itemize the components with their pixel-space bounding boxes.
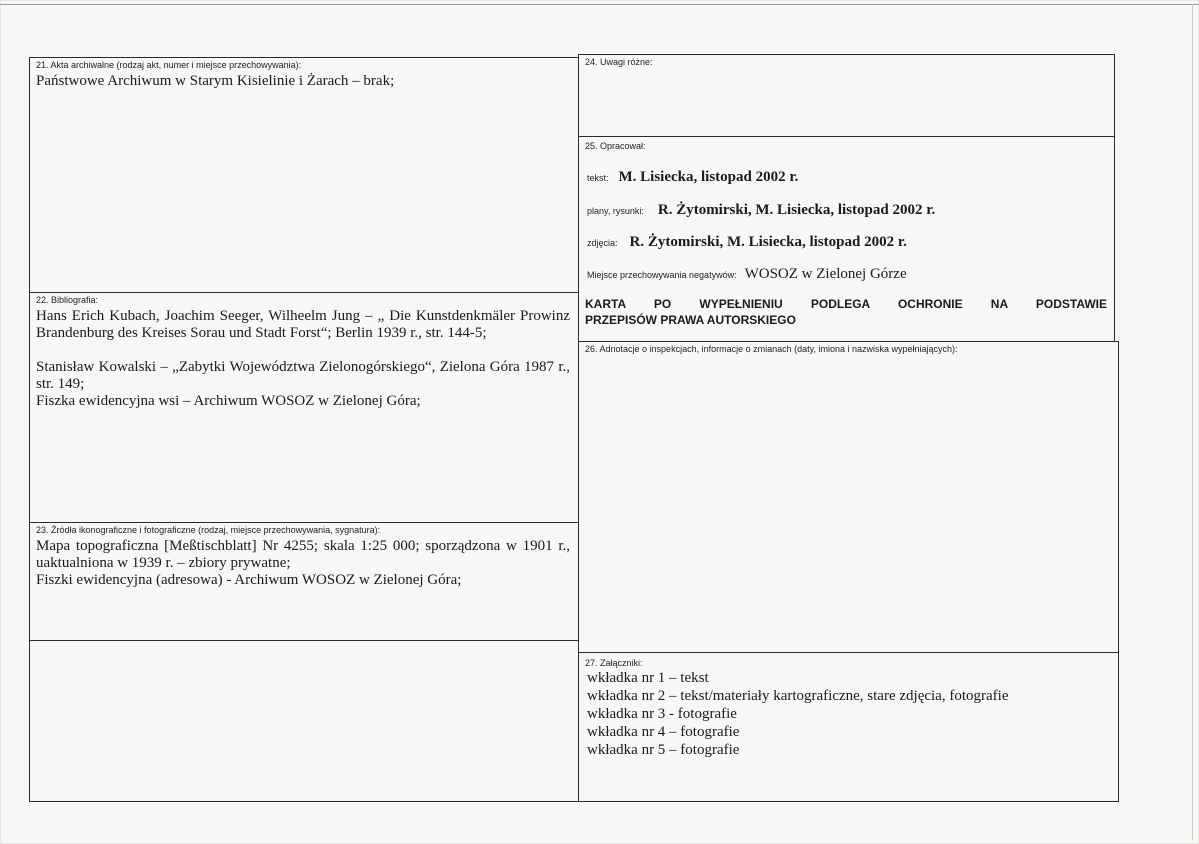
iconographic-entry-2: Fiszki ewidencyjna (adresowa) - Archiwum WOSOZ w Zielonej Góra;	[36, 572, 462, 588]
copyright-notice-line-1: KARTA PO WYPEŁNIENIU PODLEGA OCHRONIE NA PODSTAWIE	[585, 297, 1107, 311]
attachment-item: wkładka nr 2 – tekst/materiały kartograficzne, stare zdjęcia, fotografie	[587, 688, 1009, 704]
prepared-text-row	[587, 168, 1106, 186]
prepared-plans-row	[587, 201, 1106, 219]
section-23-iconographic-sources	[29, 522, 579, 802]
scan-top-edge	[0, 4, 1199, 5]
section-22-label: 22. Bibliografia:	[36, 295, 99, 305]
section-21-text: Państwowe Archiwum w Starym Kisielinie i Żarach – brak;	[36, 73, 395, 89]
prepared-plans-value: R. Żytomirski, M. Lisiecka, listopad 2002 r.	[657, 202, 936, 218]
negatives-location-row	[587, 265, 1106, 283]
section-27-attachments	[578, 652, 1119, 802]
prepared-text-value: M. Lisiecka, listopad 2002 r.	[618, 169, 799, 185]
scan-right-edge	[1192, 4, 1193, 840]
section-23-divider	[29, 640, 579, 641]
section-22-bibliography	[29, 292, 579, 523]
section-21-label: 21. Akta archiwalne (rodzaj akt, numer i miejsce przechowywania):	[36, 60, 302, 70]
bibliography-entry-3: Fiszka ewidencyjna wsi – Archiwum WOSOZ w Zielonej Góra;	[36, 393, 421, 409]
iconographic-entry-1: Mapa topograficzna [Meßtischblatt] Nr 4255; skala 1:25 000; sporządzona w 1901 r., uaktualniona w 1939 r. – zbiory prywatne;	[36, 538, 570, 571]
prepared-photos-row	[587, 233, 1106, 251]
prepared-photos-value: R. Żytomirski, M. Lisiecka, listopad 2002 r.	[629, 234, 907, 250]
section-24-label: 24. Uwagi różne:	[585, 57, 653, 67]
negatives-location-value: WOSOZ w Zielonej Górze	[744, 266, 907, 282]
section-27-label: 27. Załączniki:	[585, 658, 643, 668]
bibliography-entry-2: Stanisław Kowalski – „Zabytki Województwa Zielonogórskiego“, Zielona Góra 1987 r., str. 149;	[36, 359, 570, 392]
prepared-plans-label: plany, rysunki:	[587, 206, 644, 216]
attachment-item: wkładka nr 4 – fotografie	[587, 724, 740, 740]
attachment-item: wkładka nr 5 – fotografie	[587, 742, 740, 758]
bibliography-entry-1: Hans Erich Kubach, Joachim Seeger, Wilheelm Jung – „ Die Kunstdenkmäler Prowinz Brandenburg des Kreises Sorau und Stadt Forst“; Berlin 1939 r., str. 144-5;	[36, 308, 570, 341]
prepared-photos-label: zdjęcia:	[587, 238, 618, 248]
section-26-inspection-notes	[578, 341, 1119, 653]
section-25-prepared-by	[578, 136, 1115, 342]
section-24-notes	[578, 54, 1115, 137]
section-25-label: 25. Opracował:	[585, 141, 646, 151]
section-23-label: 23. Źródła ikonograficzne i fotograficzne (rodzaj, miejsce przechowywania, sygnatura):	[36, 525, 381, 535]
section-26-label: 26. Adnotacje o inspekcjach, informacje o zmianach (daty, imiona i nazwiska wypełniających):	[585, 344, 958, 354]
attachment-item: wkładka nr 1 – tekst	[587, 670, 709, 686]
negatives-location-label: Miejsce przechowywania negatywów:	[587, 270, 737, 280]
section-21-archival-records	[29, 57, 579, 293]
attachment-item: wkładka nr 3 - fotografie	[587, 706, 737, 722]
prepared-text-label: tekst:	[587, 173, 609, 183]
copyright-notice-line-2: PRZEPISÓW PRAWA AUTORSKIEGO	[585, 313, 796, 327]
